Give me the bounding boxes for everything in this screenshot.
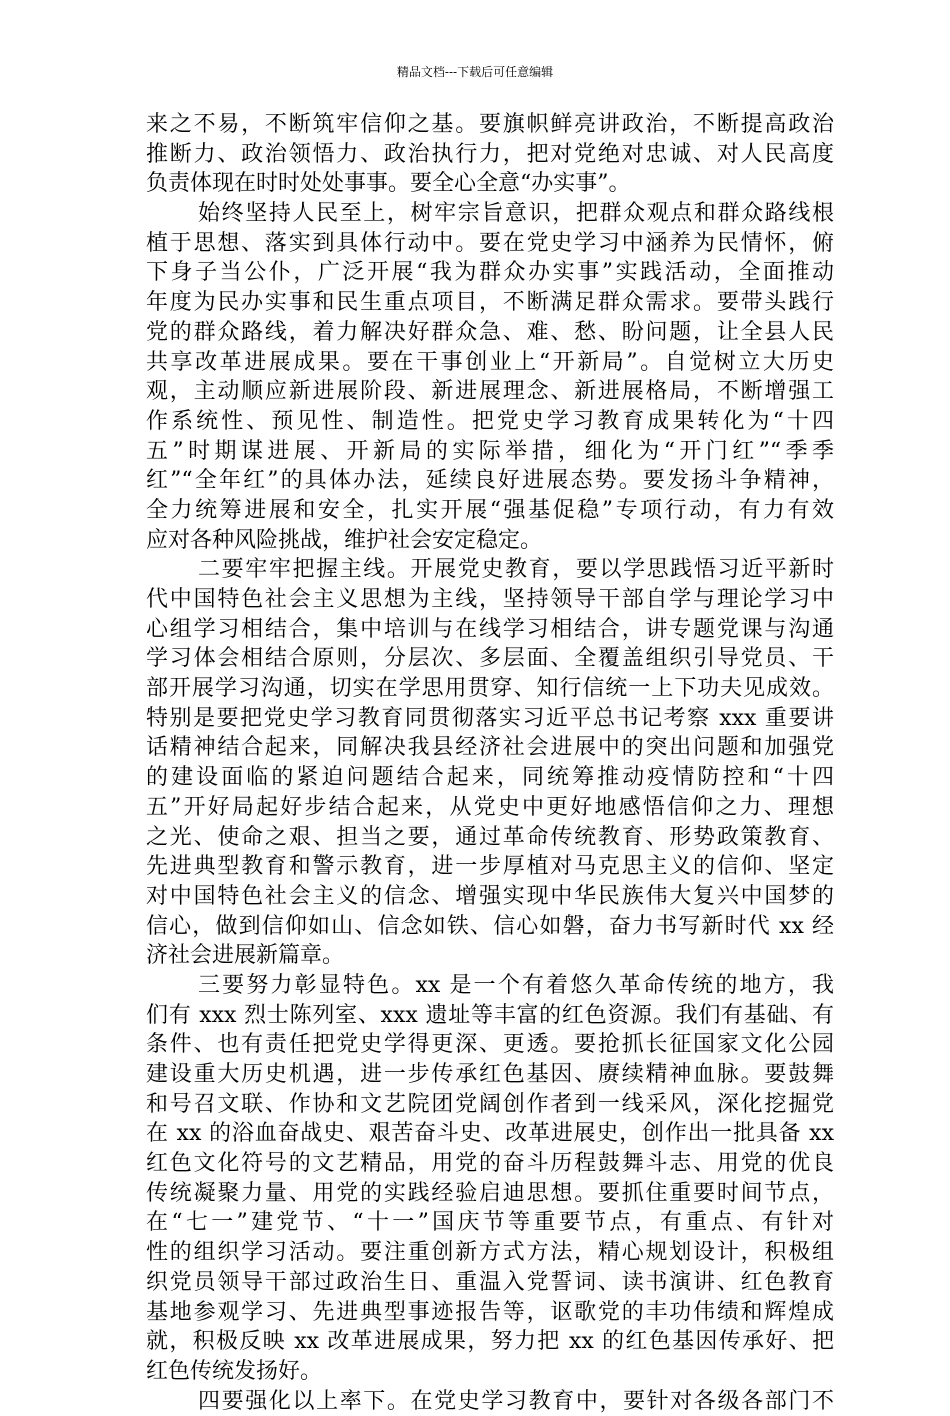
text-line: 五”时期谋进展、开新局的实际举措，细化为“开门红”“季季 xyxy=(146,438,834,464)
text-line: 对中国特色社会主义的信念、增强实现中华民族伟大复兴中国梦的 xyxy=(146,883,834,909)
text-line: 三要努力彰显特色。xx 是一个有着悠久革命传统的地方，我 xyxy=(198,972,834,998)
text-line: 在 xx 的浴血奋战史、艰苦奋斗史、改革进展史，创作出一批具备 xx xyxy=(146,1121,834,1147)
text-line: 话精神结合起来，同解决我县经济社会进展中的突出问题和加强党 xyxy=(146,735,834,761)
text-line: 和号召文联、作协和文艺院团党阔创作者到一线采风，深化挖掘党 xyxy=(146,1091,834,1117)
text-line: 五”开好局起好步结合起来，从党史中更好地感悟信仰之力、理想 xyxy=(146,794,834,820)
text-line: 作系统性、预见性、制造性。把党史学习教育成果转化为“十四 xyxy=(146,408,834,434)
text-line: 红色传统发扬好。 xyxy=(146,1358,323,1384)
text-line: 应对各种风险挑战，维护社会安定稳定。 xyxy=(146,527,543,553)
text-line: 党的群众路线，着力解决好群众急、难、愁、盼问题，让全县人民 xyxy=(146,319,834,345)
text-line: 信心，做到信仰如山、信念如铁、信心如磐，奋力书写新时代 xx 经 xyxy=(146,913,834,939)
text-line: 全力统筹进展和安全，扎实开展“强基促稳”专项行动，有力有效 xyxy=(146,497,834,523)
text-line: 红”“全年红”的具体办法，延续良好进展态势。要发扬斗争精神， xyxy=(146,468,834,494)
text-line: 二要牢牢把握主线。开展党史教育，要以学思践悟习近平新时 xyxy=(198,557,834,583)
text-line: 在“七一”建党节、“十一”国庆节等重要节点，有重点、有针对 xyxy=(146,1210,834,1236)
text-line: 济社会进展新篇章。 xyxy=(146,943,345,969)
text-line: 植于思想、落实到具体行动中。要在党史学习中涵养为民情怀，俯 xyxy=(146,230,834,256)
text-line: 红色文化符号的文艺精品，用党的奋斗历程鼓舞斗志、用党的优良 xyxy=(146,1151,834,1177)
text-line: 年度为民办实事和民生重点项目，不断满足群众需求。要带头践行 xyxy=(146,290,834,316)
text-line: 部开展学习沟通，切实在学思用贯穿、知行信统一上下功夫见成效。 xyxy=(146,676,834,702)
text-line: 负责体现在时时处处事事。要全心全意“办实事”。 xyxy=(146,171,631,197)
text-line: 下身子当公仆，广泛开展“我为群众办实事”实践活动，全面推动 xyxy=(146,260,834,286)
text-line: 学习体会相结合原则，分层次、多层面、全覆盖组织引导党员、干 xyxy=(146,646,834,672)
text-line: 观，主动顺应新进展阶段、新进展理念、新进展格局，不断增强工 xyxy=(146,379,834,405)
text-line: 就，积极反映 xx 改革进展成果，努力把 xx 的红色基因传承好、把 xyxy=(146,1329,834,1355)
text-line: 的建设面临的紧迫问题结合起来，同统筹推动疫情防控和“十四 xyxy=(146,765,834,791)
text-line: 先进典型教育和警示教育，进一步厚植对马克思主义的信仰、坚定 xyxy=(146,854,834,880)
text-line: 始终坚持人民至上，树牢宗旨意识，把群众观点和群众路线根 xyxy=(198,201,834,227)
text-line: 之光、使命之艰、担当之要，通过革命传统教育、形势政策教育、 xyxy=(146,824,834,850)
text-line: 四要强化以上率下。在党史学习教育中，要针对各级各部门不 xyxy=(198,1388,834,1414)
page-header: 精品文档---下载后可任意编辑 xyxy=(396,65,554,79)
text-line: 共享改革进展成果。要在干事创业上“开新局”。自觉树立大历史 xyxy=(146,349,834,375)
text-line: 推断力、政治领悟力、政治执行力，把对党绝对忠诚、对人民高度 xyxy=(146,141,834,167)
document-body xyxy=(146,110,834,1416)
text-line: 条件、也有责任把党史学得更深、更透。要抢抓长征国家文化公园 xyxy=(146,1032,834,1058)
text-line: 们有 xxx 烈士陈列室、xxx 遗址等丰富的红色资源。我们有基础、有 xyxy=(146,1002,834,1028)
text-line: 来之不易，不断筑牢信仰之基。要旗帜鲜亮讲政治，不断提高政治 xyxy=(146,112,834,137)
text-line: 性的组织学习活动。要注重创新方式方法，精心规划设计，积极组 xyxy=(146,1240,834,1266)
text-line: 基地参观学习、先进典型事迹报告等，讴歌党的丰功伟绩和辉煌成 xyxy=(146,1299,834,1325)
text-line: 心组学习相结合，集中培训与在线学习相结合，讲专题党课与沟通 xyxy=(146,616,834,642)
text-line: 传统凝聚力量、用党的实践经验启迪思想。要抓住重要时间节点， xyxy=(146,1180,834,1206)
text-line: 织党员领导干部过政治生日、重温入党誓词、读书演讲、红色教育 xyxy=(146,1269,834,1295)
text-line: 代中国特色社会主义思想为主线，坚持领导干部自学与理论学习中 xyxy=(146,587,834,612)
text-line: 建设重大历史机遇，进一步传承红色基因、赓续精神血脉。要鼓舞 xyxy=(146,1062,834,1087)
text-line: 特别是要把党史学习教育同贯彻落实习近平总书记考察 xxx 重要讲 xyxy=(146,705,834,731)
